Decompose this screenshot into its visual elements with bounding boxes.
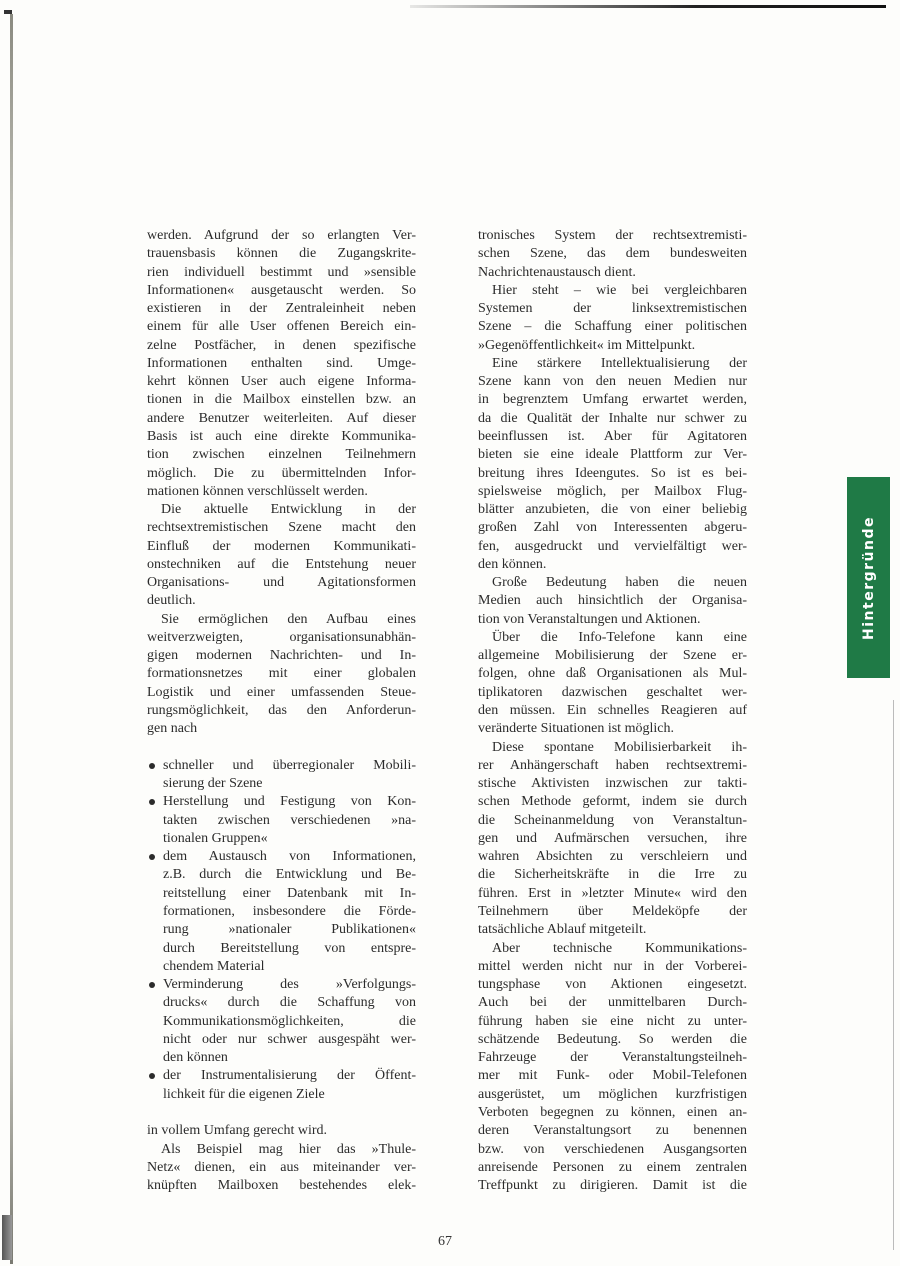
- paragraph-line: tion von Veranstaltungen und Aktionen.: [478, 611, 701, 627]
- paragraph-line: Sie ermöglichen den Aufbau eines: [161, 611, 416, 627]
- page-number: 67: [438, 1234, 452, 1249]
- paragraph-line: Als Beispiel mag hier das »Thule-: [161, 1141, 416, 1157]
- paragraph-line: »Gegenöffentlichkeit« im Mittelpunkt.: [478, 337, 696, 353]
- paragraph-line: bieten sie eine ideale Plattform zur Ver-: [478, 447, 747, 463]
- page-edge: [893, 700, 894, 1250]
- paragraph-line: rien individuell bestimmt und »sensible: [147, 264, 416, 280]
- list-item-line: formationen, insbesondere die Förde-: [163, 903, 416, 919]
- paragraph-line: zelne Postfächer, in denen spezifische: [147, 337, 416, 353]
- paragraph-line: beeinflussen ist. Aber für Agitatoren: [478, 428, 747, 444]
- paragraph-line: tronisches System der rechtsextremisti-: [478, 228, 747, 243]
- paragraph-line: blätter anzubieten, die von einer beliebig: [478, 502, 747, 518]
- paragraph-line: trauensbasis können die Zugangskrite-: [147, 246, 416, 262]
- paragraph-line: großen Zahl von Interessenten abgeru-: [478, 520, 747, 536]
- binding-mark: [4, 10, 12, 14]
- section-tab: [847, 477, 890, 678]
- paragraph-line: gen nach: [147, 721, 198, 737]
- paragraph-line: weitverzweigten, organisationsunabhän-: [147, 629, 416, 645]
- paragraph-line: formationsnetzes mit einer globalen: [147, 666, 416, 682]
- paragraph-line: gigen modernen Nachrichten- und In-: [147, 648, 416, 664]
- paragraph-line: den können.: [478, 556, 547, 572]
- paragraph-line: Systemen der linksextremistischen: [478, 301, 747, 317]
- paragraph-line: Teilnehmern über Meldeköpfe der: [478, 903, 747, 919]
- paragraph-line: Szene kann von den neuen Medien nur: [478, 374, 747, 390]
- list-item-line: Herstellung und Festigung von Kon-: [163, 794, 416, 810]
- paragraph-line: breitung ihres Ideengutes. So ist es bei-: [478, 465, 747, 481]
- paragraph-line: in begrenztem Umfang erwartet werden,: [478, 392, 747, 408]
- paragraph-line: Eine stärkere Intellektualisierung der: [492, 355, 747, 371]
- paragraph-line: die Sicherheitskräfte in die Irre zu: [478, 867, 747, 883]
- paragraph-line: wahren Absichten zu verschleiern und: [478, 849, 747, 865]
- paragraph-line: fen, ausgedruckt und vervielfältigt wer-: [478, 538, 747, 554]
- paragraph-line: spielsweise möglich, per Mailbox Flug-: [478, 483, 747, 499]
- paragraph-line: mer mit Funk- oder Mobil-Telefonen: [478, 1068, 747, 1084]
- list-item-line: schneller und überregionaler Mobili-: [163, 757, 416, 773]
- paragraph-line: andere Benutzer weiterleiten. Auf dieser: [147, 410, 416, 426]
- paragraph-line: Informationen« ausgetauscht werden. So: [147, 282, 416, 298]
- paragraph-line: Verboten begegnen zu können, einen an-: [478, 1104, 747, 1120]
- paragraph-line: veränderte Situationen ist möglich.: [478, 721, 674, 737]
- bullet-icon: [149, 799, 155, 805]
- paragraph-line: den müssen. Ein schnelles Reagieren auf: [478, 703, 747, 719]
- paragraph-line: Einfluß der modernen Kommunikati-: [147, 538, 416, 554]
- paragraph-line: führen. Erst in »letzter Minute« wird den: [478, 885, 747, 901]
- list-item-line: takten zwischen verschiedenen »na-: [163, 812, 416, 828]
- paragraph-line: anreisende Personen zu einem zentralen: [478, 1159, 747, 1175]
- paragraph-line: einem für alle User offenen Bereich ein-: [147, 319, 416, 335]
- paragraph-line: Die aktuelle Entwicklung in der: [161, 502, 416, 518]
- list-item-line: chendem Material: [163, 958, 265, 974]
- paragraph-line: ausgerüstet, um möglichen kurzfristigen: [478, 1086, 747, 1102]
- paragraph-line: tiplikatoren dazwischen geschaltet wer-: [478, 684, 747, 700]
- paragraph-line: Netz« dienen, ein aus miteinander ver-: [147, 1159, 416, 1175]
- paragraph-line: Hier steht – wie bei vergleichbaren: [492, 282, 747, 298]
- section-tab-label: Hintergründe: [860, 515, 877, 640]
- paragraph-line: gen und Aufmärschen versuchen, ihre: [478, 830, 747, 846]
- paragraph-line: Fahrzeuge der Veranstaltungsteilneh-: [478, 1050, 747, 1066]
- paragraph-line: tatsächliche Ablauf mitgeteilt.: [478, 922, 647, 938]
- bullet-icon: [149, 854, 155, 860]
- paragraph-line: allgemeine Mobilisierung der Szene er-: [478, 648, 747, 664]
- paragraph-line: onstechniken auf die Entstehung neuer: [147, 556, 416, 572]
- paragraph-line: die Scheinanmeldung von Veranstaltun-: [478, 812, 747, 828]
- bullet-icon: [149, 982, 155, 988]
- paragraph-line: rer Anhängerschaft haben rechtsextremi-: [478, 757, 747, 773]
- paragraph-line: knüpften Mailboxen bestehendes elek-: [147, 1178, 416, 1194]
- list-item-line: dem Austausch von Informationen,: [163, 849, 416, 865]
- list-item-line: reitstellung einer Datenbank mit In-: [163, 885, 416, 901]
- list-item-line: tionalen Gruppen«: [163, 830, 268, 846]
- paragraph-line: mittel werden nicht nur in der Vorberei-: [478, 958, 747, 974]
- paragraph-line: rechtsextremistischen Szene macht den: [147, 520, 416, 536]
- paragraph-line: Aber technische Kommunikations-: [492, 940, 747, 956]
- paragraph-line: Nachrichtenaustausch dient.: [478, 264, 636, 280]
- paragraph-line: Informationen enthalten sind. Umge-: [147, 355, 416, 371]
- paragraph-line: deutlich.: [147, 593, 196, 609]
- list-item-line: den können: [163, 1050, 228, 1066]
- paragraph-line: Große Bedeutung haben die neuen: [492, 575, 747, 591]
- paragraph-line: in vollem Umfang gerecht wird.: [147, 1123, 328, 1139]
- header-rule: [410, 5, 886, 8]
- paragraph-line: Auch bei der unmittelbaren Durch-: [478, 995, 747, 1011]
- paragraph-line: tion zwischen einzelnen Teilnehmern: [147, 447, 416, 463]
- paragraph-line: Über die Info-Telefone kann eine: [492, 629, 747, 645]
- paragraph-line: werden. Aufgrund der so erlangten Ver-: [147, 228, 416, 243]
- list-item-line: sierung der Szene: [163, 776, 263, 792]
- paragraph-line: Organisations- und Agitationsformen: [147, 575, 416, 591]
- bullet-icon: [149, 763, 155, 769]
- paragraph-line: Basis ist auch eine direkte Kommunika-: [147, 428, 416, 444]
- paragraph-line: tungsphase von Aktionen eingesetzt.: [478, 977, 747, 993]
- paragraph-line: Szene – die Schaffung einer politischen: [478, 319, 747, 335]
- paragraph-line: da die Qualität der Inhalte nur schwer zu: [478, 410, 747, 426]
- book-binding-edge: [10, 14, 13, 1264]
- list-item-line: der Instrumentalisierung der Öffent-: [163, 1068, 416, 1084]
- paragraph-line: Logistik und einer umfassenden Steue-: [147, 684, 416, 700]
- paragraph-line: führung haben sie eine nicht zu unter-: [478, 1013, 747, 1029]
- paragraph-line: deren Veranstaltungsort zu benennen: [478, 1123, 747, 1139]
- paragraph-line: rungsmöglichkeit, das den Anforderun-: [147, 703, 416, 719]
- paragraph-line: bzw. von verschiedenen Ausgangsorten: [478, 1141, 747, 1157]
- list-item-line: nicht oder nur schwer ausgespäht wer-: [163, 1031, 416, 1047]
- paragraph-line: schätzende Bedeutung. So werden die: [478, 1031, 747, 1047]
- paragraph-line: stische Aktivisten inzwischen zur takti-: [478, 776, 747, 792]
- bullet-icon: [149, 1073, 155, 1079]
- list-item-line: drucks« durch die Schaffung von: [163, 995, 416, 1011]
- paragraph-line: kehrt können User auch eigene Informa-: [147, 374, 416, 390]
- paragraph-line: möglich. Die zu übermittelnden Infor-: [147, 465, 416, 481]
- paragraph-line: Diese spontane Mobilisierbarkeit ih-: [492, 739, 747, 755]
- list-item-line: durch Bereitstellung von entspre-: [163, 940, 416, 956]
- list-item-line: lichkeit für die eigenen Ziele: [163, 1086, 325, 1102]
- list-item-line: Kommunikationsmöglichkeiten, die: [163, 1013, 416, 1029]
- paragraph-line: mationen können verschlüsselt werden.: [147, 483, 368, 499]
- list-item-line: z.B. durch die Entwicklung und Be-: [163, 867, 416, 883]
- paragraph-line: existieren in der Zentraleinheit neben: [147, 301, 416, 317]
- paragraph-line: schen Methode geformt, indem sie durch: [478, 794, 747, 810]
- paragraph-line: schen Szene, das dem bundesweiten: [478, 246, 747, 262]
- paragraph-line: Treffpunkt zu dirigieren. Damit ist die: [478, 1178, 747, 1194]
- paragraph-line: Medien auch hinsichtlich der Organisa-: [478, 593, 747, 609]
- list-item-line: rung »nationaler Publikationen«: [163, 922, 416, 938]
- paragraph-line: tionen in die Mailbox einstellen bzw. an: [147, 392, 416, 408]
- paragraph-line: folgen, ohne daß Organisationen als Mul-: [478, 666, 747, 682]
- list-item-line: Verminderung des »Verfolgungs-: [163, 977, 416, 993]
